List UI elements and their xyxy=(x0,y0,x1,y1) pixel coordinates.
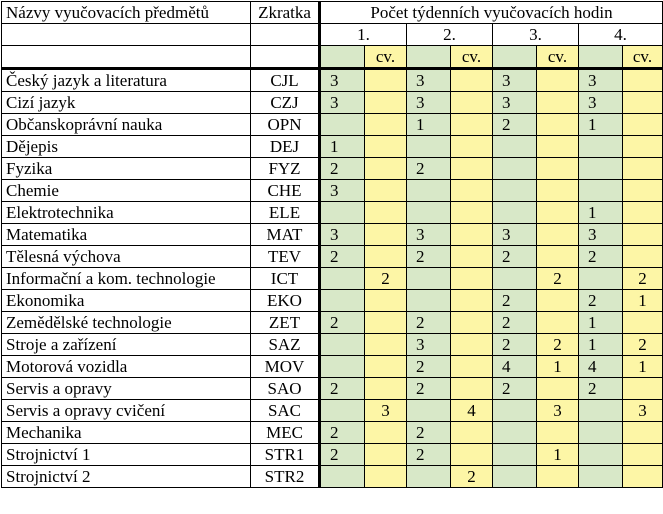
subject-name: Fyzika xyxy=(2,158,251,180)
hours-practice-year-4: 1 xyxy=(623,290,663,312)
hours-practice-year-3: 1 xyxy=(537,356,579,378)
hours-practice-year-3: 2 xyxy=(537,334,579,356)
hours-practice-year-2 xyxy=(451,356,493,378)
header-year-1: 1. xyxy=(320,24,407,46)
hours-practice-year-2 xyxy=(451,334,493,356)
hours-lecture-year-2: 2 xyxy=(407,356,451,378)
hours-practice-year-1 xyxy=(365,246,407,268)
hours-lecture-year-4 xyxy=(579,268,623,290)
hours-lecture-year-2: 3 xyxy=(407,224,451,246)
hours-lecture-year-4: 1 xyxy=(579,202,623,224)
subject-abbreviation: SAZ xyxy=(251,334,320,356)
subject-abbreviation: ICT xyxy=(251,268,320,290)
hours-lecture-year-4: 2 xyxy=(579,378,623,400)
hours-practice-year-3 xyxy=(537,92,579,114)
hours-lecture-year-2: 1 xyxy=(407,114,451,136)
subject-name: Dějepis xyxy=(2,136,251,158)
hours-lecture-year-3 xyxy=(493,158,537,180)
hours-practice-year-3: 1 xyxy=(537,444,579,466)
hours-lecture-year-1: 2 xyxy=(320,312,365,334)
hours-lecture-year-2: 2 xyxy=(407,158,451,180)
hours-lecture-year-3: 3 xyxy=(493,69,537,92)
subject-abbreviation: SAO xyxy=(251,378,320,400)
header-cv-y4: cv. xyxy=(623,46,663,69)
hours-lecture-year-3: 4 xyxy=(493,356,537,378)
hours-lecture-year-1: 2 xyxy=(320,158,365,180)
hours-practice-year-3 xyxy=(537,180,579,202)
hours-lecture-year-2 xyxy=(407,202,451,224)
hours-practice-year-3: 2 xyxy=(537,268,579,290)
hours-practice-year-3 xyxy=(537,246,579,268)
hours-practice-year-4 xyxy=(623,69,663,92)
hours-lecture-year-1 xyxy=(320,334,365,356)
hours-practice-year-4 xyxy=(623,158,663,180)
subject-abbreviation: SAC xyxy=(251,400,320,422)
hours-lecture-year-4: 1 xyxy=(579,312,623,334)
subject-abbreviation: DEJ xyxy=(251,136,320,158)
hours-practice-year-4: 1 xyxy=(623,356,663,378)
hours-practice-year-1 xyxy=(365,356,407,378)
hours-practice-year-3 xyxy=(537,422,579,444)
hours-lecture-year-4: 1 xyxy=(579,334,623,356)
hours-lecture-year-1: 1 xyxy=(320,136,365,158)
hours-practice-year-1 xyxy=(365,290,407,312)
hours-practice-year-1 xyxy=(365,158,407,180)
hours-practice-year-3 xyxy=(537,224,579,246)
table-row xyxy=(2,400,663,422)
table-row xyxy=(2,312,663,334)
hours-practice-year-2: 2 xyxy=(451,466,493,488)
hours-lecture-year-3: 2 xyxy=(493,290,537,312)
hours-lecture-year-4: 1 xyxy=(579,114,623,136)
subject-abbreviation: TEV xyxy=(251,246,320,268)
hours-lecture-year-3: 2 xyxy=(493,378,537,400)
hours-lecture-year-2: 2 xyxy=(407,422,451,444)
hours-lecture-year-3 xyxy=(493,180,537,202)
hours-practice-year-3 xyxy=(537,378,579,400)
hours-practice-year-3 xyxy=(537,114,579,136)
hours-lecture-year-3 xyxy=(493,444,537,466)
hours-practice-year-3 xyxy=(537,312,579,334)
hours-lecture-year-1 xyxy=(320,114,365,136)
subjects-body xyxy=(2,69,663,488)
hours-practice-year-1 xyxy=(365,202,407,224)
hours-practice-year-2 xyxy=(451,92,493,114)
hours-lecture-year-1 xyxy=(320,290,365,312)
hours-lecture-year-3 xyxy=(493,202,537,224)
hours-lecture-year-1 xyxy=(320,466,365,488)
table-row xyxy=(2,356,663,378)
table-row xyxy=(2,268,663,290)
table-row xyxy=(2,290,663,312)
hours-lecture-year-2: 2 xyxy=(407,444,451,466)
hours-practice-year-3 xyxy=(537,158,579,180)
hours-practice-year-4 xyxy=(623,466,663,488)
hours-practice-year-2 xyxy=(451,114,493,136)
subject-abbreviation: CHE xyxy=(251,180,320,202)
subject-name: Motorová vozidla xyxy=(2,356,251,378)
header-lecture-y1 xyxy=(320,46,365,69)
hours-practice-year-4 xyxy=(623,202,663,224)
hours-practice-year-4 xyxy=(623,312,663,334)
subject-abbreviation: MAT xyxy=(251,224,320,246)
hours-lecture-year-3: 2 xyxy=(493,334,537,356)
hours-lecture-year-3: 2 xyxy=(493,312,537,334)
subject-name: Strojnictví 2 xyxy=(2,466,251,488)
table-row xyxy=(2,202,663,224)
hours-lecture-year-4 xyxy=(579,466,623,488)
subject-name: Cizí jazyk xyxy=(2,92,251,114)
hours-practice-year-4 xyxy=(623,114,663,136)
hours-lecture-year-1: 2 xyxy=(320,378,365,400)
hours-lecture-year-1 xyxy=(320,268,365,290)
hours-practice-year-4 xyxy=(623,378,663,400)
subject-name: Servis a opravy xyxy=(2,378,251,400)
header-abbreviation: Zkratka xyxy=(251,2,320,24)
hours-lecture-year-1: 2 xyxy=(320,246,365,268)
hours-practice-year-2: 4 xyxy=(451,400,493,422)
hours-practice-year-1 xyxy=(365,422,407,444)
hours-lecture-year-4: 2 xyxy=(579,246,623,268)
subject-name: Strojnictví 1 xyxy=(2,444,251,466)
subject-abbreviation: MOV xyxy=(251,356,320,378)
hours-lecture-year-3 xyxy=(493,466,537,488)
hours-lecture-year-4 xyxy=(579,400,623,422)
subject-name: Mechanika xyxy=(2,422,251,444)
hours-practice-year-3: 3 xyxy=(537,400,579,422)
subject-abbreviation: ELE xyxy=(251,202,320,224)
hours-lecture-year-2: 2 xyxy=(407,246,451,268)
hours-practice-year-3 xyxy=(537,466,579,488)
hours-lecture-year-3 xyxy=(493,400,537,422)
hours-lecture-year-4 xyxy=(579,444,623,466)
hours-practice-year-3 xyxy=(537,136,579,158)
hours-lecture-year-4 xyxy=(579,180,623,202)
hours-practice-year-1 xyxy=(365,69,407,92)
hours-practice-year-1 xyxy=(365,444,407,466)
hours-practice-year-2 xyxy=(451,378,493,400)
subject-abbreviation: ZET xyxy=(251,312,320,334)
subject-name: Matematika xyxy=(2,224,251,246)
hours-lecture-year-3: 2 xyxy=(493,246,537,268)
hours-lecture-year-1: 2 xyxy=(320,444,365,466)
subject-abbreviation: OPN xyxy=(251,114,320,136)
hours-practice-year-1: 2 xyxy=(365,268,407,290)
hours-practice-year-4 xyxy=(623,422,663,444)
hours-practice-year-1 xyxy=(365,114,407,136)
hours-practice-year-1 xyxy=(365,378,407,400)
header-row-1 xyxy=(2,2,663,24)
hours-lecture-year-1: 3 xyxy=(320,69,365,92)
table-row xyxy=(2,158,663,180)
subject-abbreviation: MEC xyxy=(251,422,320,444)
hours-practice-year-1 xyxy=(365,334,407,356)
hours-lecture-year-1 xyxy=(320,356,365,378)
header-lecture-y2 xyxy=(407,46,451,69)
hours-practice-year-2 xyxy=(451,422,493,444)
hours-practice-year-2 xyxy=(451,202,493,224)
hours-lecture-year-2: 3 xyxy=(407,92,451,114)
subject-abbreviation: CZJ xyxy=(251,92,320,114)
subject-name: Elektrotechnika xyxy=(2,202,251,224)
table-row xyxy=(2,466,663,488)
header-cv-y2: cv. xyxy=(451,46,493,69)
hours-practice-year-2 xyxy=(451,224,493,246)
hours-practice-year-4: 2 xyxy=(623,334,663,356)
hours-lecture-year-2: 3 xyxy=(407,334,451,356)
hours-lecture-year-3: 2 xyxy=(493,114,537,136)
hours-practice-year-1 xyxy=(365,466,407,488)
hours-practice-year-4 xyxy=(623,444,663,466)
hours-lecture-year-1: 3 xyxy=(320,92,365,114)
hours-lecture-year-1 xyxy=(320,202,365,224)
table-row xyxy=(2,69,663,92)
hours-lecture-year-4 xyxy=(579,158,623,180)
hours-lecture-year-4: 3 xyxy=(579,224,623,246)
subject-abbreviation: STR1 xyxy=(251,444,320,466)
header-year-4: 4. xyxy=(579,24,663,46)
hours-lecture-year-4: 3 xyxy=(579,92,623,114)
subject-name: Ekonomika xyxy=(2,290,251,312)
subject-name: Stroje a zařízení xyxy=(2,334,251,356)
subject-name: Tělesná výchova xyxy=(2,246,251,268)
table-row xyxy=(2,224,663,246)
hours-practice-year-2 xyxy=(451,290,493,312)
hours-lecture-year-3 xyxy=(493,268,537,290)
hours-lecture-year-2 xyxy=(407,400,451,422)
table-row xyxy=(2,180,663,202)
subject-name: Chemie xyxy=(2,180,251,202)
hours-practice-year-4 xyxy=(623,180,663,202)
hours-practice-year-4 xyxy=(623,136,663,158)
hours-practice-year-2 xyxy=(451,69,493,92)
hours-lecture-year-3: 3 xyxy=(493,92,537,114)
hours-lecture-year-1 xyxy=(320,400,365,422)
subject-name: Servis a opravy cvičení xyxy=(2,400,251,422)
hours-practice-year-2 xyxy=(451,136,493,158)
hours-practice-year-2 xyxy=(451,180,493,202)
hours-lecture-year-1: 2 xyxy=(320,422,365,444)
hours-practice-year-1 xyxy=(365,136,407,158)
hours-lecture-year-4 xyxy=(579,136,623,158)
header-year-2: 2. xyxy=(407,24,493,46)
header-year-3: 3. xyxy=(493,24,579,46)
table-row xyxy=(2,114,663,136)
hours-practice-year-3 xyxy=(537,202,579,224)
table-row xyxy=(2,444,663,466)
header-weekly-hours: Počet týdenních vyučovacích hodin xyxy=(320,2,663,24)
subject-name: Informační a kom. technologie xyxy=(2,268,251,290)
subject-abbreviation: EKO xyxy=(251,290,320,312)
subject-abbreviation: STR2 xyxy=(251,466,320,488)
hours-practice-year-2 xyxy=(451,444,493,466)
table-row xyxy=(2,136,663,158)
header-cv-y1: cv. xyxy=(365,46,407,69)
table-row xyxy=(2,422,663,444)
hours-practice-year-1 xyxy=(365,224,407,246)
hours-practice-year-4 xyxy=(623,92,663,114)
table-row xyxy=(2,92,663,114)
subject-name: Občanskoprávní nauka xyxy=(2,114,251,136)
hours-practice-year-2 xyxy=(451,268,493,290)
table-row xyxy=(2,334,663,356)
hours-practice-year-4 xyxy=(623,246,663,268)
hours-practice-year-1 xyxy=(365,180,407,202)
subject-abbreviation: FYZ xyxy=(251,158,320,180)
table-row xyxy=(2,378,663,400)
subject-name: Zemědělské technologie xyxy=(2,312,251,334)
hours-lecture-year-1: 3 xyxy=(320,224,365,246)
hours-lecture-year-2 xyxy=(407,268,451,290)
hours-lecture-year-3 xyxy=(493,422,537,444)
hours-lecture-year-2: 2 xyxy=(407,312,451,334)
hours-lecture-year-2: 3 xyxy=(407,69,451,92)
hours-lecture-year-2 xyxy=(407,466,451,488)
hours-practice-year-4: 3 xyxy=(623,400,663,422)
table-row xyxy=(2,246,663,268)
header-cv-y3: cv. xyxy=(537,46,579,69)
subject-abbreviation: CJL xyxy=(251,69,320,92)
hours-practice-year-1 xyxy=(365,92,407,114)
hours-practice-year-3 xyxy=(537,69,579,92)
hours-practice-year-4 xyxy=(623,224,663,246)
hours-practice-year-2 xyxy=(451,246,493,268)
header-blank-name-2 xyxy=(2,46,251,69)
subject-name: Český jazyk a literatura xyxy=(2,69,251,92)
hours-practice-year-2 xyxy=(451,158,493,180)
hours-practice-year-1: 3 xyxy=(365,400,407,422)
hours-lecture-year-4 xyxy=(579,422,623,444)
header-blank-name xyxy=(2,24,251,46)
hours-practice-year-2 xyxy=(451,312,493,334)
header-blank-abbr-2 xyxy=(251,46,320,69)
header-row-years xyxy=(2,24,663,46)
hours-lecture-year-2 xyxy=(407,290,451,312)
hours-lecture-year-4: 3 xyxy=(579,69,623,92)
header-subject-names: Názvy vyučovacích předmětů xyxy=(2,2,251,24)
header-lecture-y3 xyxy=(493,46,537,69)
hours-lecture-year-3: 3 xyxy=(493,224,537,246)
header-lecture-y4 xyxy=(579,46,623,69)
hours-practice-year-4: 2 xyxy=(623,268,663,290)
hours-lecture-year-2: 2 xyxy=(407,378,451,400)
hours-lecture-year-1: 3 xyxy=(320,180,365,202)
hours-lecture-year-3 xyxy=(493,136,537,158)
hours-lecture-year-2 xyxy=(407,136,451,158)
hours-lecture-year-2 xyxy=(407,180,451,202)
hours-practice-year-1 xyxy=(365,312,407,334)
curriculum-table xyxy=(1,1,663,488)
hours-lecture-year-4: 2 xyxy=(579,290,623,312)
header-blank-abbr xyxy=(251,24,320,46)
hours-practice-year-3 xyxy=(537,290,579,312)
hours-lecture-year-4: 4 xyxy=(579,356,623,378)
header-row-cv xyxy=(2,46,663,69)
